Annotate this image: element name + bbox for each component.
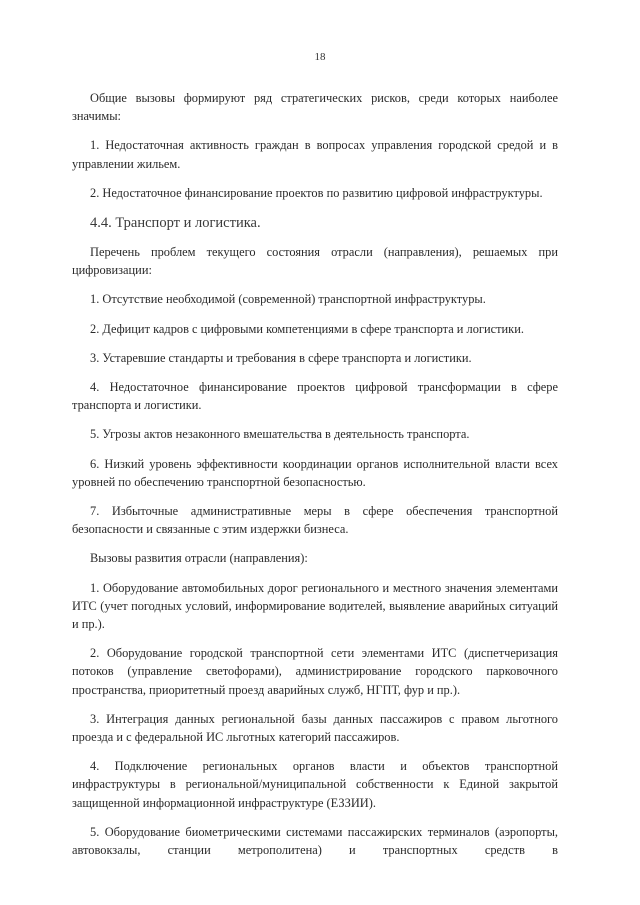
paragraph-problem-3: 3. Устаревшие стандарты и требования в сфере транспорта и логистики. (90, 350, 472, 365)
paragraph-challenge-3: 3. Интеграция данных региональной базы данных пассажиров с правом льготного проезда и с федеральной ИС льготных категорий пассажиров. (72, 711, 558, 745)
paragraph-risk-1: 1. Недостаточная активность граждан в вопросах управления городской средой и в управлении жильем. (72, 138, 558, 171)
paragraph-challenges-intro: Вызовы развития отрасли (направления): (90, 551, 308, 566)
paragraph-strategic-risks-intro: Общие вызовы формируют ряд стратегических рисков, среди которых наиболее значимы: (72, 91, 558, 124)
paragraph-problem-7: 7. Избыточные административные меры в сфере обеспечения транспортной безопасности и связанные с этим издержки бизнеса. (72, 504, 558, 537)
paragraph-problem-6: 6. Низкий уровень эффективности координации органов исполнительной власти всех уровней по обеспечению транспортной безопасностью. (72, 456, 558, 489)
paragraph-problem-2: 2. Дефицит кадров с цифровыми компетенциями в сфере транспорта и логистики. (90, 321, 524, 336)
paragraph-challenge-4: 4. Подключение региональных органов власти и объектов транспортной инфраструктуры в региональной/муниципальной собственности к Единой закрытой защищенной информационной инфраструктуре (ЕЗЗИИ). (72, 759, 558, 810)
paragraph-risk-2: 2. Недостаточное финансирование проектов по развитию цифровой инфраструктуры. (90, 185, 543, 200)
paragraph-problems-intro: Перечень проблем текущего состояния отрасли (направления), решаемых при цифровизации: (72, 245, 558, 278)
page-number: 18 (314, 51, 326, 63)
page-body (72, 89, 558, 870)
paragraph-problem-4: 4. Недостаточное финансирование проектов цифровой трансформации в сфере транспорта и логистики. (72, 380, 558, 413)
paragraph-challenge-1: 1. Оборудование автомобильных дорог регионального и местного значения элементами ИТС (учет погодных условий, информирование водителей, выявление аварийных ситуаций и пр.). (72, 580, 558, 632)
paragraph-challenge-5: 5. Оборудование биометрическими системами пассажирских терминалов (аэропорты, автовокзалы, станции метрополитена) и транспортных средств в (72, 824, 558, 858)
paragraph-challenge-2: 2. Оборудование городской транспортной сети элементами ИТС (диспетчеризация потоков (управление светофорами), администрирование городского парковочного пространства, приоритетный проезд аварийных служб, НГПТ, фур и пр.). (72, 646, 558, 697)
section-heading: 4.4. Транспорт и логистика. (90, 215, 261, 232)
paragraph-problem-1: 1. Отсутствие необходимой (современной) транспортной инфраструктуры. (90, 292, 486, 307)
paragraph-problem-5: 5. Угрозы актов незаконного вмешательства в деятельность транспорта. (90, 427, 470, 442)
